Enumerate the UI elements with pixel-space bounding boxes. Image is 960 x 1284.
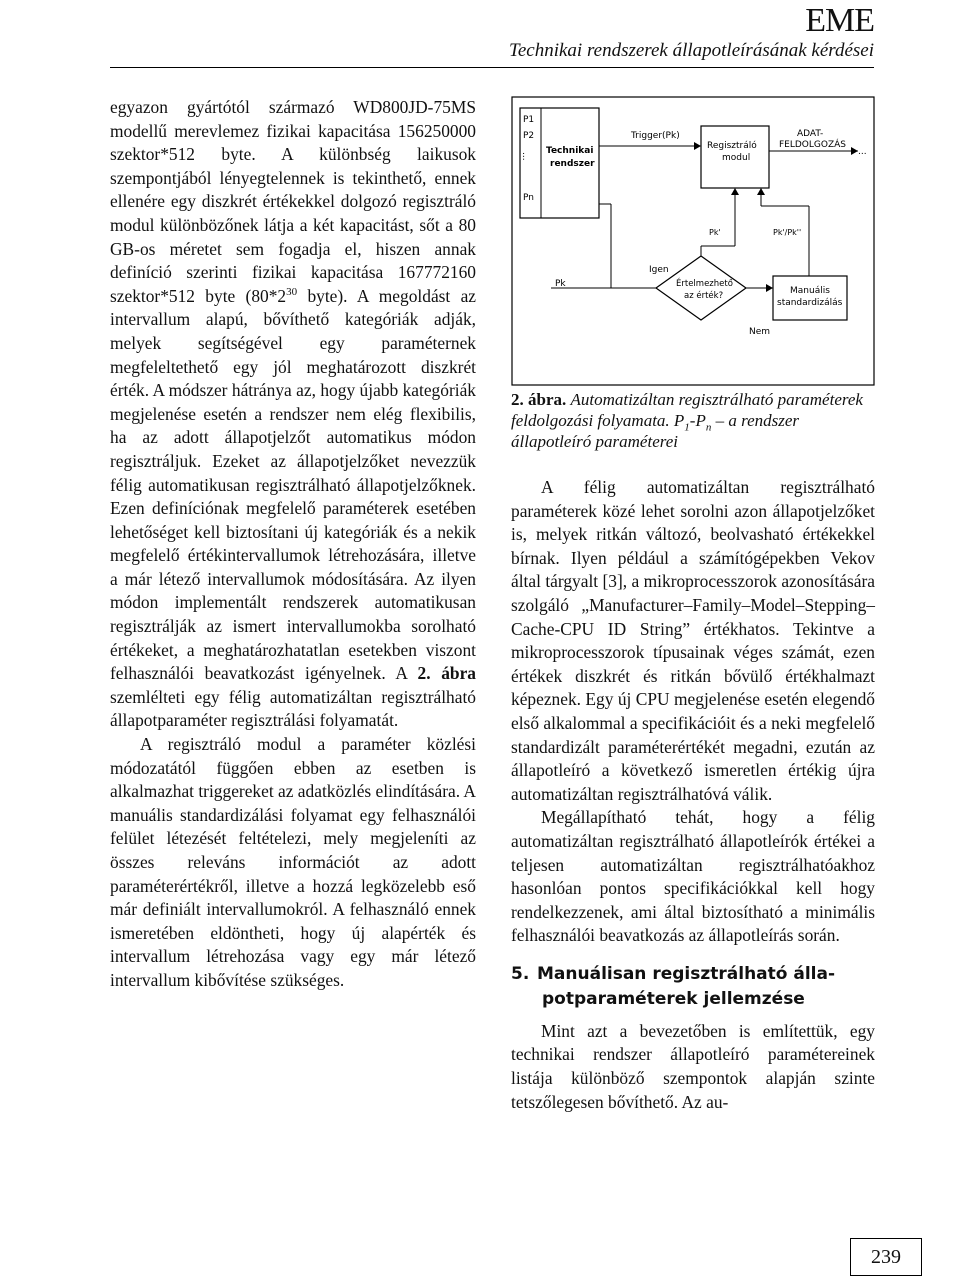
module-label-2: modul [722,153,751,163]
caption-sub: n [705,421,712,434]
pk-label: Pk [555,279,566,289]
right-paragraph-3: Mint azt a bevezetőben is említettük, egy technikai rendszer állapotleíró paramétereinek listája különböző szempontok alapján szinte tetszőlegesen bővíthető. Az au- [511,1020,875,1112]
figure-reference: 2. ábra [417,663,476,684]
ellipsis-label: ... [858,147,867,157]
adat-label: ADAT- [797,129,824,139]
text-span: szemlélteti egy félig automatizáltan regisztrálható állapotparaméter regisztrálási folyamatát. [110,686,476,731]
manual-label-2: standardizálás [777,298,843,308]
right-paragraph-1: A félig automatizáltan regisztrálható paraméterek közé lehet sorolni azon állapotjelzőket is, melyek ritkán változó, beolvasható értékekkel bírnak. Ilyen például a számítógépekben Vekov által tárgyalt [3], a mikroprocesszorok azonosítására szolgáló „Manufacturer–Family–Model–Stepping–Cache-CPU ID String” értékhatos. Tekintve a mikroprocesszorok típusainak véges számát, ezen értékek diszkrét és ritkán bővülő értékhalmazt képeznek. Egy új CPU megjelenése esetén elegendő első alkalommal a specifikációit és a neki megfelelő standardizált paraméterértékét megadni, ezután az állapotleíró a következő ismeretlen értékig újra automatizáltan regisztrálhatóvá válik. [511,477,875,804]
caption-label: 2. ábra. [511,390,567,409]
left-column [110,96,476,993]
caption-part: – a rendszer állapotleíró paraméterei [511,411,800,451]
adat-label-2: FELDOLGOZÁS [779,140,846,150]
p1-label: P1 [523,115,535,125]
system-label-2: rendszer [550,159,595,169]
module-label: Regisztráló [707,141,757,151]
header-logo: EME [805,2,874,39]
manual-label: Manuális [790,286,830,296]
caption-part: -P [689,411,706,430]
right-paragraph-2: Megállapítható tehát, hogy a félig automatizáltan regisztrálható állapotleírók értékei a teljesen automatizáltan regisztrálhatóakhoz hasonlóan pontos specifikációkkal kell hogy rendelkezzenek, ami által biztosítható a minimális felhasználói beavatkozás az állapotleírás során. [511,807,875,946]
p2-label: P2 [523,131,535,141]
decision-label: Értelmezhető [676,279,733,289]
flowchart-figure [511,96,875,386]
left-paragraph-1 [110,96,476,733]
igen-label: Igen [649,265,669,275]
figure-caption [511,389,875,452]
left-paragraph-2: A regisztráló modul a paraméter közlési módozatától függően ebben az esetben is alkalmazhat triggereket az adatközlés elindítására. A manuális standardizálási folyamat egy felhasználói felület létezését feltételezi, mely megjeleníti az összes releváns információt az adott paraméterértékről, illetve a hozzá legközelebb eső már definiált intervallumokról. A felhasználó ennek ismeretében eldöntheti, hogy új alapérték és intervallum létrehozása vagy egy már létező intervallum kibővítése szükséges. [110,734,476,990]
text-span: byte). A megoldást az intervallum alapú, bővíthető kategóriák adják, melyek segítségével egy paraméternek megfeleltethető egy jól meghatározott diszkrét érték. A módszer hátránya az, hogy újabb kategóriák megjelenése esetén a rendszer nem elég flexibilis, ha az adott állapotjelzőt automatikus módon regisztráljuk. Ezeket az állapotjelzőket nevezzük félig automatikusan regisztrálható állapotjelzőknek. Ezen definíciónak megfelelő paraméterek esetében lehetőséget kell biztosítani új kategóriák és a nekik megfelelő értékintervallumok létrehozására, illetve a már létező intervallumok módosítására. Az ilyen módon implementált rendszerek automatikusan regisztrálják az ismert intervallumokba sorolható értékeket, a meghatározhatatlan esetekben viszont felhasználói beavatkozást igényelnek. A [110,285,477,684]
pn-label: Pn [523,193,534,203]
section-title-line-1: Manuálisan regisztrálható álla- [537,963,836,984]
section-heading [511,962,875,1012]
superscript: 30 [286,285,298,298]
caption-part: Automatizáltan regisztrálható paraméterek feldolgozási folyamata. P [511,390,863,430]
caption-sub: 1 [684,421,690,434]
header-subtitle: Technikai rendszerek állapotleírásának kérdései [509,40,874,61]
trigger-label: Trigger(Pk) [631,131,680,141]
header-rule [110,67,874,68]
pk-pair-label: Pk'/Pk'' [773,228,802,237]
section-title-line-2: potparaméterek jellemzése [542,988,805,1009]
nem-label: Nem [749,327,771,337]
page-number: 239 [850,1238,922,1276]
section-number: 5. [511,963,530,984]
system-label: Technikai [546,146,594,156]
text-span: egyazon gyártótól származó WD800JD-75MS modellű merevlemez fizikai kapacitása 156250000 szektor*512 byte. A különbség laikusok szempontjából lényegtelennek is tekinthető, ennek ellenére egy diszkrét értékekkel dolgozó regisztráló modul különbözőnek látja a két kapacitást, sőt a 80 GB-os méretet sem fogadja el, hiszen annak definíció szerinti fizikai kapacitása 167772160 szektor*512 byte (80*2 [110,97,476,306]
pk-prime-label: Pk' [709,228,721,237]
decision-label-2: az érték? [684,291,724,301]
dots-label: ... [520,152,530,161]
right-column [511,476,875,1114]
